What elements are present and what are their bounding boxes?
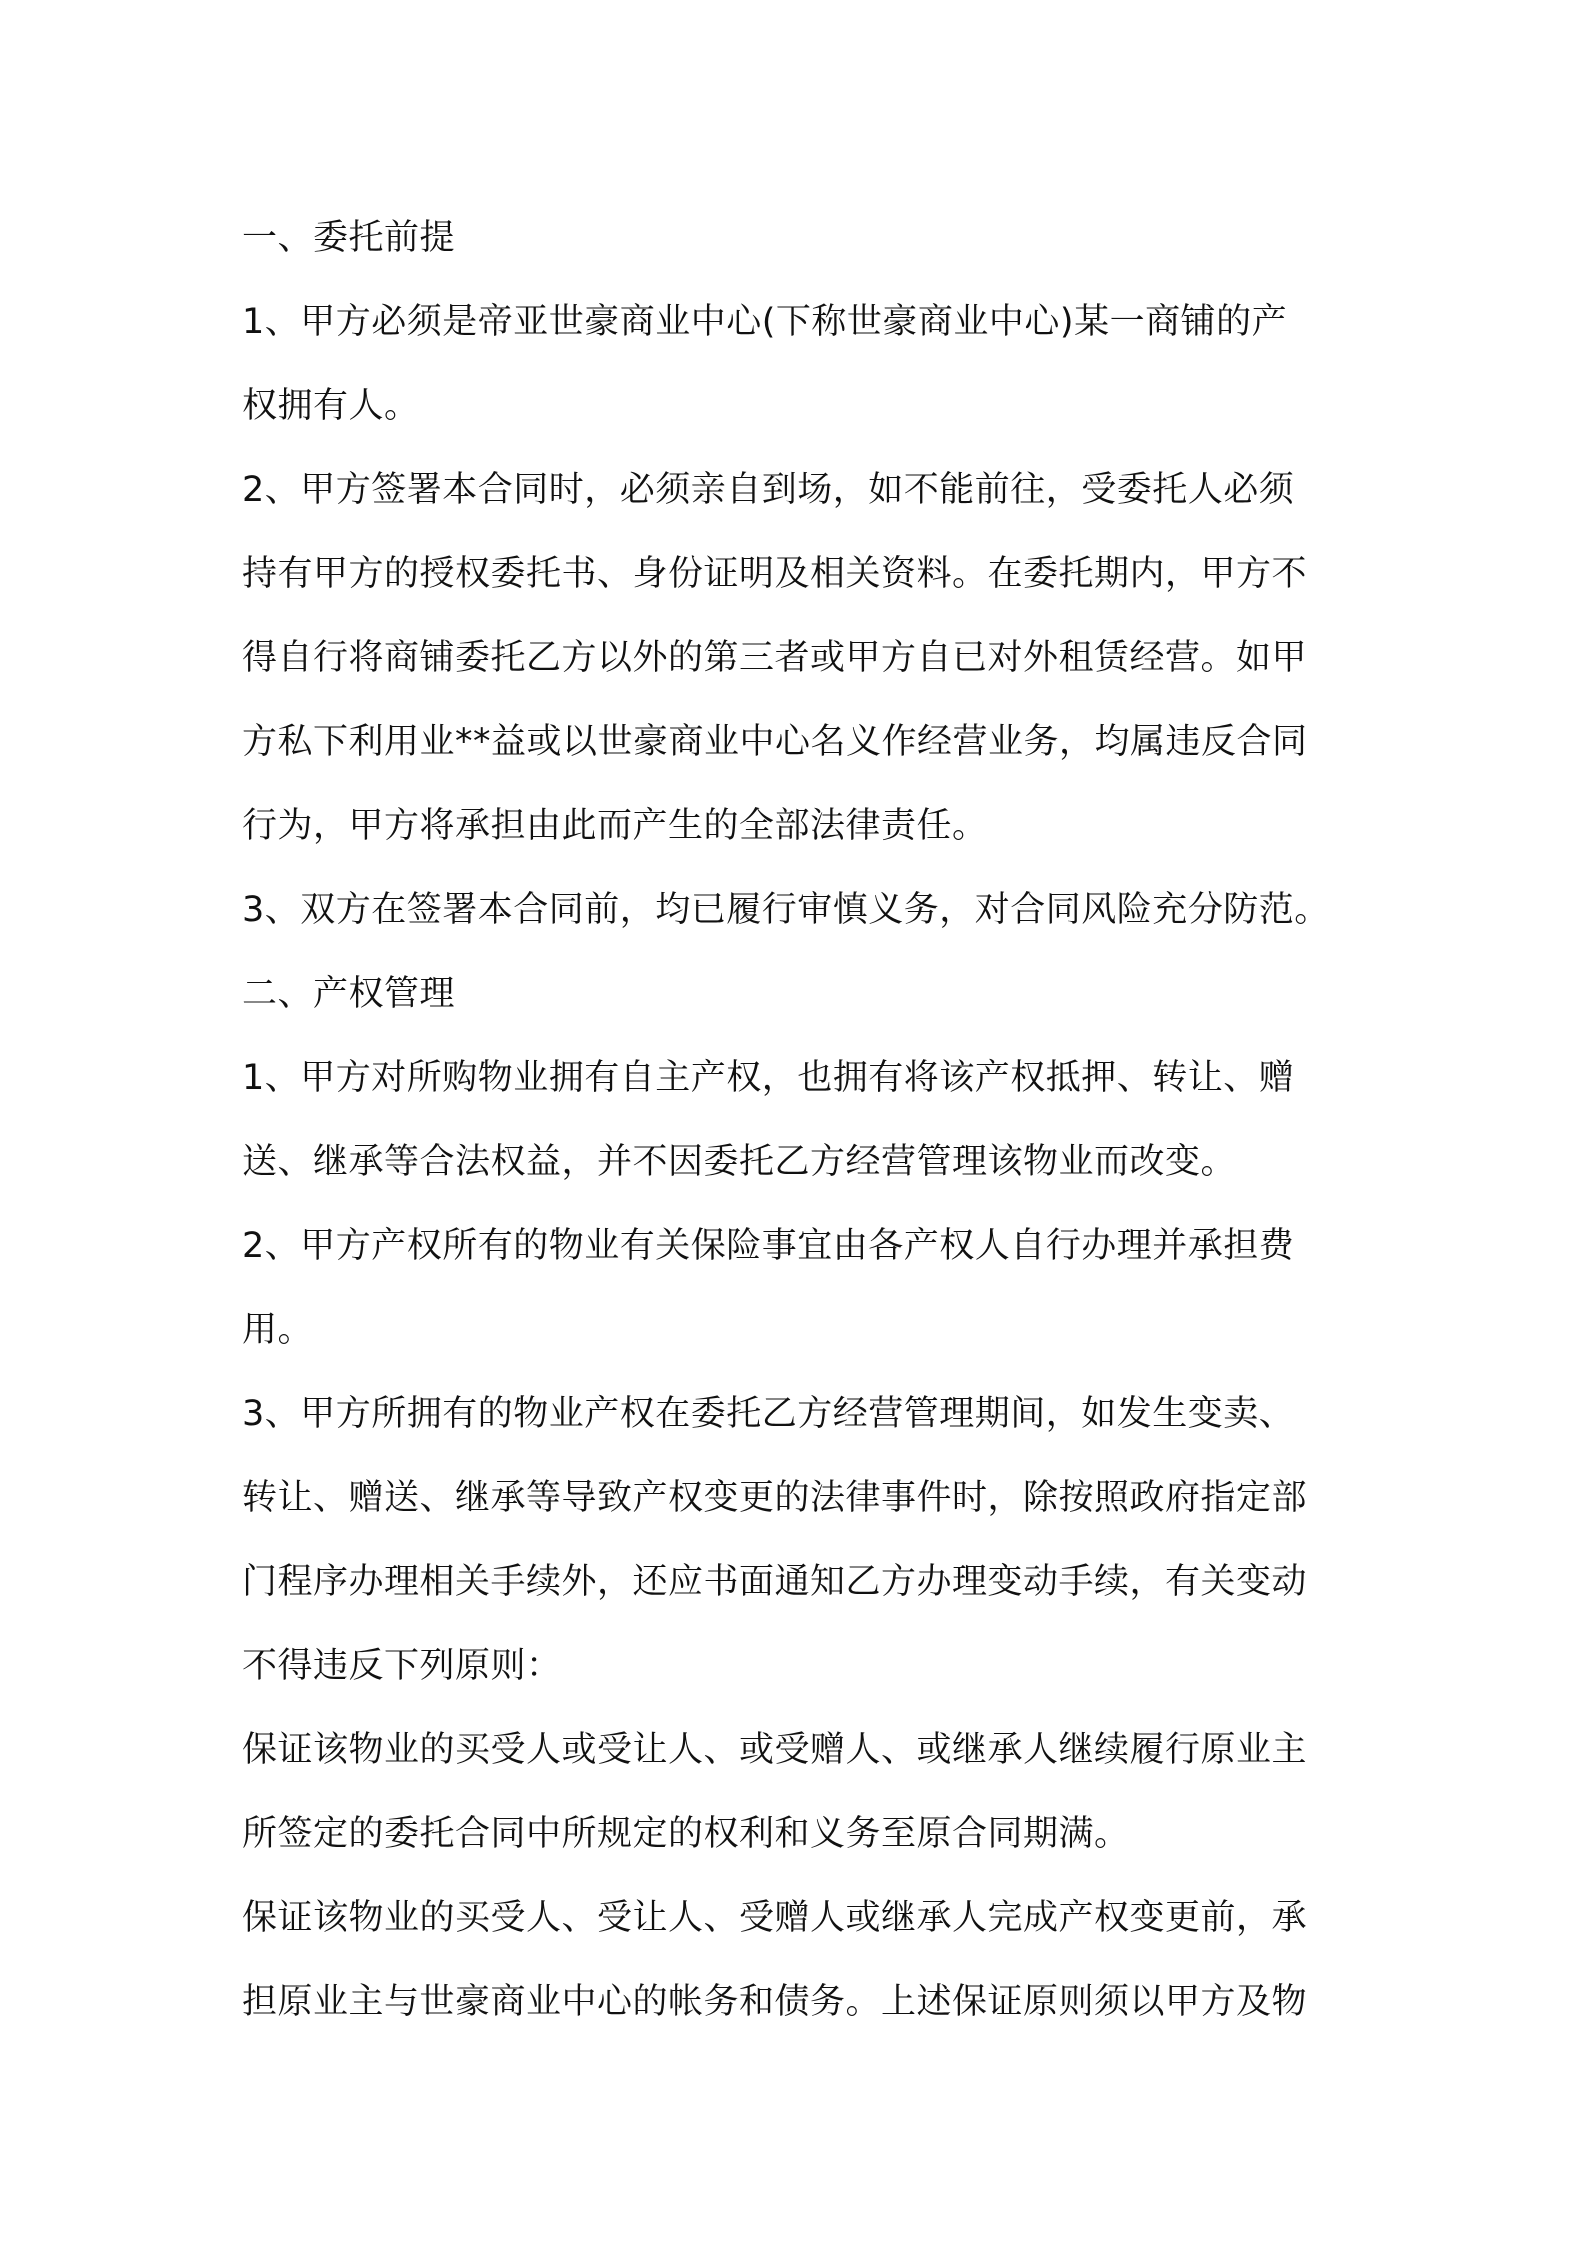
paragraph-line: 方私下利用业**益或以世豪商业中心名义作经营业务，均属违反合同 [242,722,1308,762]
paragraph-line: 3、甲方所拥有的物业产权在委托乙方经营管理期间，如发生变卖、 [242,1394,1295,1434]
paragraph-line: 所签定的委托合同中所规定的权利和义务至原合同期满。 [242,1814,1130,1854]
paragraph-line: 持有甲方的授权委托书、身份证明及相关资料。在委托期内，甲方不 [242,554,1308,594]
paragraph-line: 3、双方在签署本合同前，均已履行审慎义务，对合同风险充分防范。 [242,890,1330,930]
paragraph-line: 保证该物业的买受人、受让人、受赠人或继承人完成产权变更前，承 [242,1898,1308,1938]
paragraph-line: 得自行将商铺委托乙方以外的第三者或甲方自已对外租赁经营。如甲 [242,638,1308,678]
paragraph-line: 权拥有人。 [242,386,420,426]
section-heading-commission-premise: 一、委托前提 [242,218,456,258]
paragraph-line: 行为，甲方将承担由此而产生的全部法律责任。 [242,806,988,846]
paragraph-line: 1、甲方对所购物业拥有自主产权，也拥有将该产权抵押、转让、赠 [242,1058,1295,1098]
paragraph-line: 2、甲方签署本合同时，必须亲自到场，如不能前往，受委托人必须 [242,470,1295,510]
paragraph-line: 送、继承等合法权益，并不因委托乙方经营管理该物业而改变。 [242,1142,1237,1182]
paragraph-line: 2、甲方产权所有的物业有关保险事宜由各产权人自行办理并承担费 [242,1226,1295,1266]
paragraph-line: 保证该物业的买受人或受让人、或受赠人、或继承人继续履行原业主 [242,1730,1308,1770]
paragraph-line: 不得违反下列原则： [242,1646,562,1686]
paragraph-line: 门程序办理相关手续外，还应书面通知乙方办理变动手续，有关变动 [242,1562,1308,1602]
paragraph-line: 转让、赠送、继承等导致产权变更的法律事件时，除按照政府指定部 [242,1478,1308,1518]
paragraph-line: 担原业主与世豪商业中心的帐务和债务。上述保证原则须以甲方及物 [242,1982,1308,2022]
document-body [242,196,1362,2044]
section-heading-property-management: 二、产权管理 [242,974,456,1014]
paragraph-line: 用。 [242,1310,314,1350]
paragraph-line: 1、甲方必须是帝亚世豪商业中心(下称世豪商业中心)某一商铺的产 [242,302,1288,342]
